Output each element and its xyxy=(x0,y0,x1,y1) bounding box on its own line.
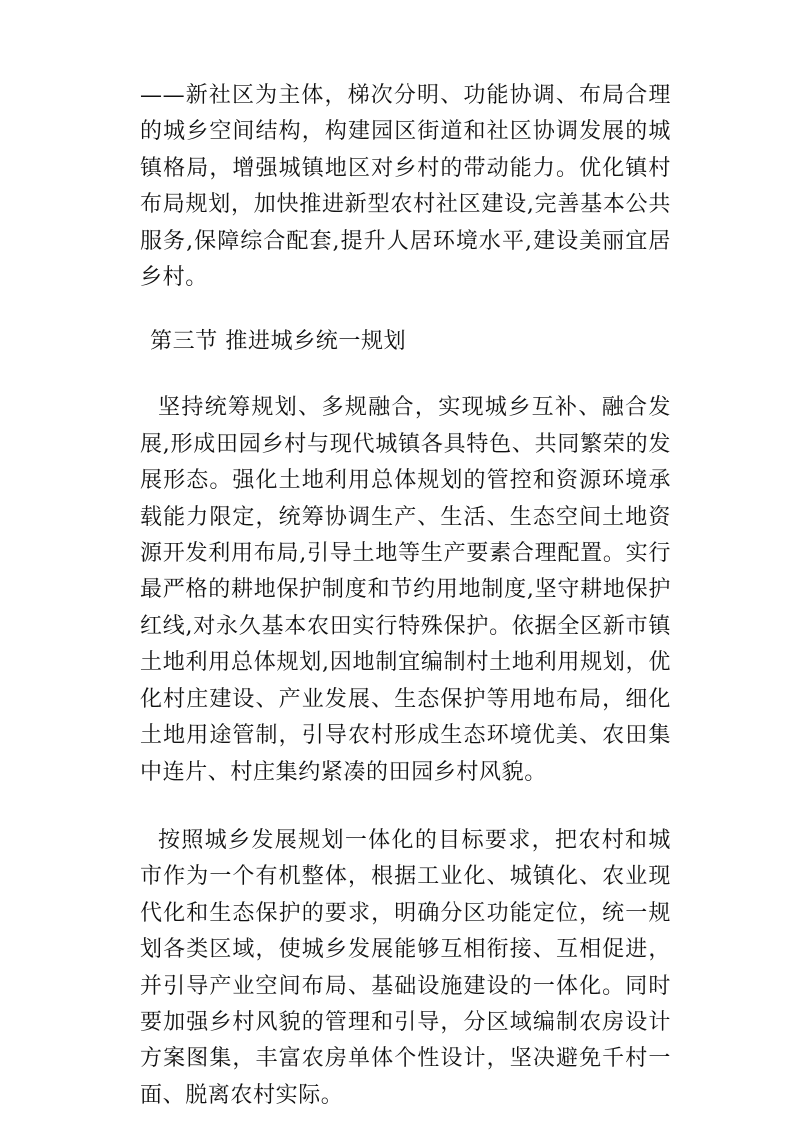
section-heading: 第三节 推进城乡统一规划 xyxy=(150,329,407,355)
paragraph-integrated-development: 按照城乡发展规划一体化的目标要求，把农村和城市作为一个有机整体，根据工业化、城镇化、农业现代化和生态保护的要求，明确分区功能定位，统一规划各类区域，使城乡发展能够互相衔接、互相促进，并引导产业空间布局、基础设施建设的一体化。同时要加强乡村风貌的管理和引导，分区域编制农房设计方案图集，丰富农房单体个性设计，坚决避免千村一面、脱离农村实际。 xyxy=(140,827,671,1108)
paragraph-unified-planning: 坚持统筹规划、多规融合，实现城乡互补、融合发展,形成田园乡村与现代城镇各具特色、共同繁荣的发展形态。强化土地利用总体规划的管控和资源环境承载能力限定，统筹协调生产、生活、生态空间土地资源开发利用布局,引导土地等生产要素合理配置。实行最严格的耕地保护制度和节约用地制度,坚守耕地保护红线,对永久基本农田实行特殊保护。依据全区新市镇土地利用总体规划,因地制宜编制村土地利用规划，优化村庄建设、产业发展、生态保护等用地布局，细化土地用途管制，引导农村形成生态环境优美、农田集中连片、村庄集约紧凑的田园乡村风貌。 xyxy=(140,395,671,785)
paragraph-urban-rural-structure: ——新社区为主体，梯次分明、功能协调、布局合理的城乡空间结构，构建园区街道和社区协调发展的城镇格局，增强城镇地区对乡村的带动能力。优化镇村布局规划，加快推进新型农村社区建设,完善基本公共服务,保障综合配套,提升人居环境水平,建设美丽宜居乡村。 xyxy=(140,83,671,291)
